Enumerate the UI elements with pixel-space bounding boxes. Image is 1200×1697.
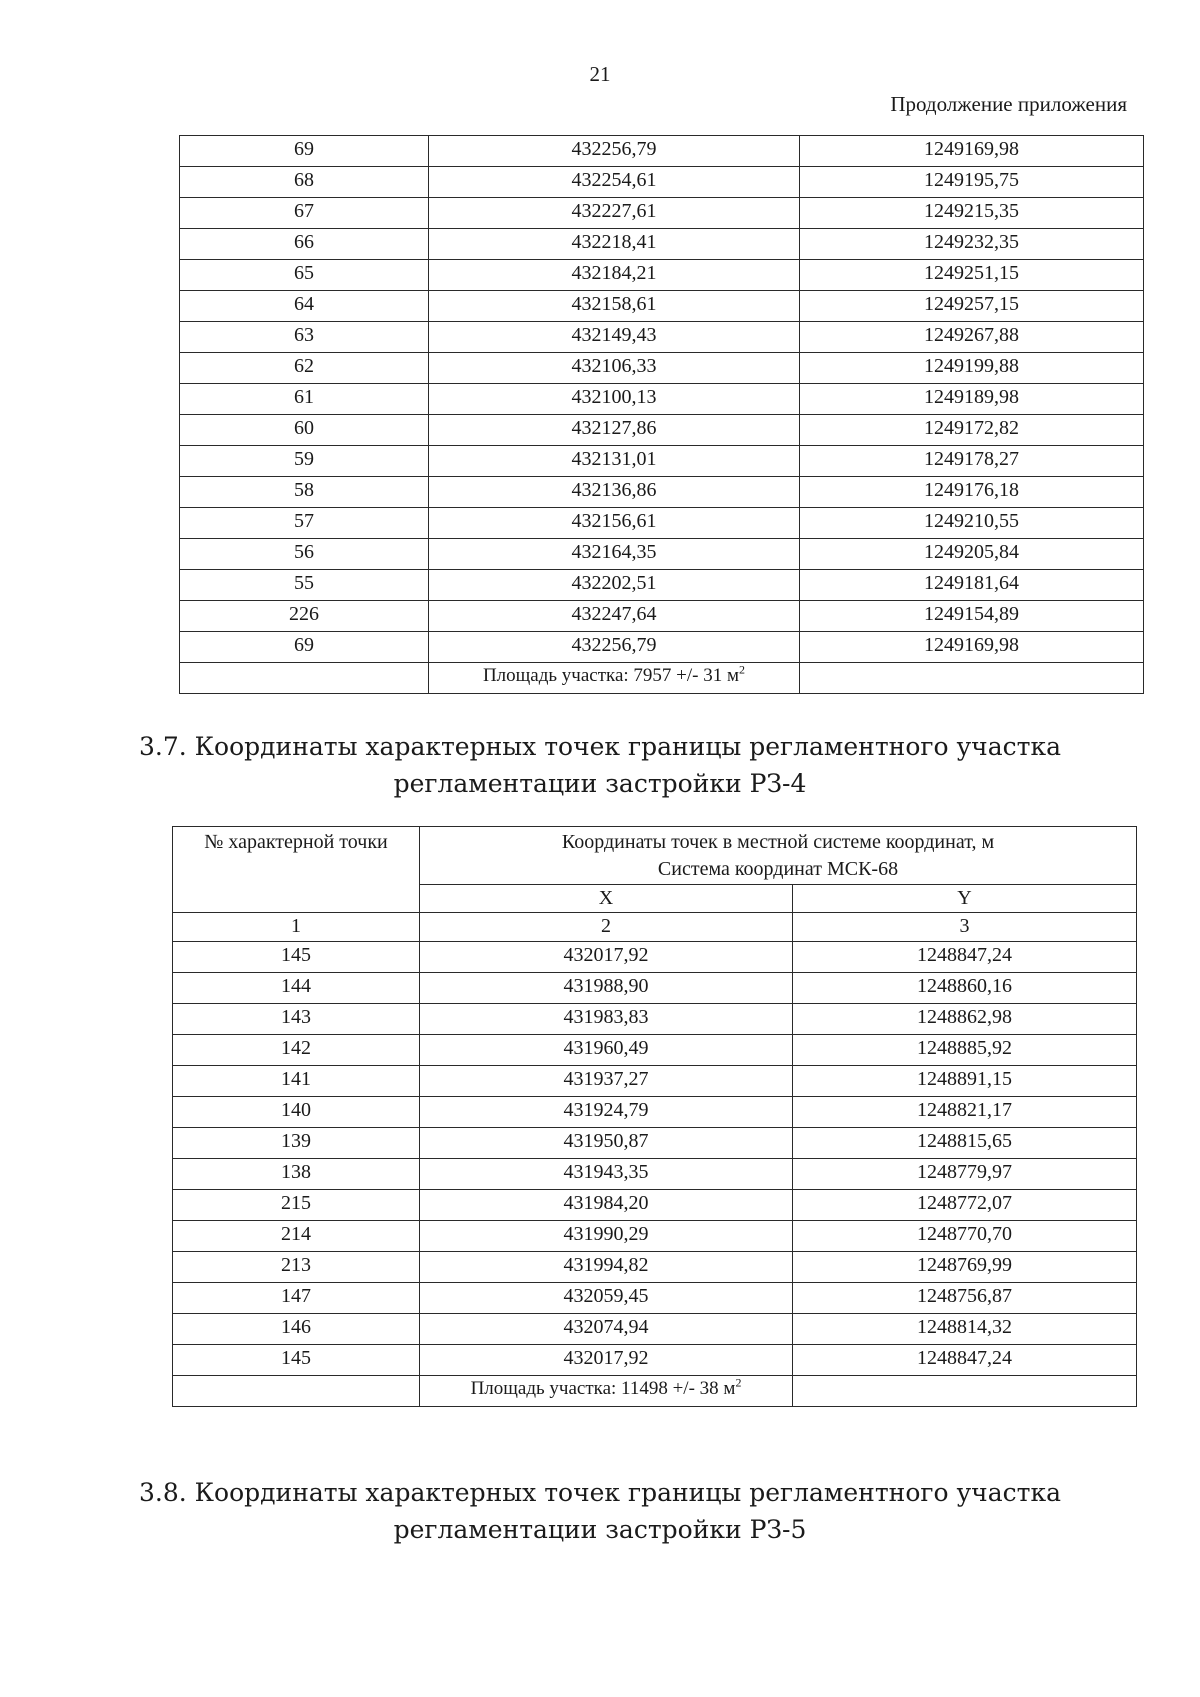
table-row (173, 1066, 1137, 1097)
point-number-cell: 143 (173, 1004, 420, 1035)
table-row (173, 1097, 1137, 1128)
table-row (180, 260, 1144, 291)
y-coordinate-cell: 1249195,75 (800, 167, 1144, 198)
point-number-cell: 57 (180, 508, 429, 539)
area-cell (420, 1376, 793, 1407)
x-coordinate-cell: 432017,92 (420, 1345, 793, 1376)
point-number-cell: 56 (180, 539, 429, 570)
x-coordinate-cell: 431924,79 (420, 1097, 793, 1128)
table-row (180, 322, 1144, 353)
y-coordinate-cell: 1248769,99 (793, 1252, 1137, 1283)
x-coordinate-cell: 432184,21 (429, 260, 800, 291)
y-coordinate-cell: 1249210,55 (800, 508, 1144, 539)
y-coordinate-cell: 1249251,15 (800, 260, 1144, 291)
table-row (180, 570, 1144, 601)
table-row (180, 415, 1144, 446)
header-coordinates (420, 827, 1137, 885)
point-number-cell: 55 (180, 570, 429, 601)
y-coordinate-cell: 1248772,07 (793, 1190, 1137, 1221)
column-number: 3 (793, 913, 1137, 942)
y-coordinate-cell: 1249154,89 (800, 601, 1144, 632)
coordinates-table-body (180, 136, 1144, 663)
point-number-cell: 67 (180, 198, 429, 229)
y-coordinate-cell: 1249199,88 (800, 353, 1144, 384)
area-text: Площадь участка: 11498 +/- 38 м (470, 1378, 736, 1399)
area-cell (429, 663, 800, 694)
x-coordinate-cell: 432074,94 (420, 1314, 793, 1345)
area-empty-cell (180, 663, 429, 694)
table-row (173, 1035, 1137, 1066)
y-coordinate-cell: 1249169,98 (800, 136, 1144, 167)
x-coordinate-cell: 431983,83 (420, 1004, 793, 1035)
point-number-cell: 64 (180, 291, 429, 322)
point-number-cell: 141 (173, 1066, 420, 1097)
coordinates-table-body (173, 942, 1137, 1376)
x-coordinate-cell: 432164,35 (429, 539, 800, 570)
y-coordinate-cell: 1249181,64 (800, 570, 1144, 601)
table-row (173, 1004, 1137, 1035)
section-heading-3-8 (0, 1474, 1200, 1548)
area-row (180, 663, 1144, 694)
x-coordinate-cell: 431943,35 (420, 1159, 793, 1190)
x-coordinate-cell: 432136,86 (429, 477, 800, 508)
x-coordinate-cell: 432227,61 (429, 198, 800, 229)
area-empty-cell (173, 1376, 420, 1407)
table-row (180, 446, 1144, 477)
x-coordinate-cell: 431937,27 (420, 1066, 793, 1097)
page-number: 21 (589, 62, 611, 86)
y-coordinate-cell: 1249232,35 (800, 229, 1144, 260)
table-row (173, 1159, 1137, 1190)
table-row (180, 477, 1144, 508)
point-number-cell: 62 (180, 353, 429, 384)
x-coordinate-cell: 432254,61 (429, 167, 800, 198)
point-number-cell: 59 (180, 446, 429, 477)
y-coordinate-cell: 1249169,98 (800, 632, 1144, 663)
y-coordinate-cell: 1248862,98 (793, 1004, 1137, 1035)
x-coordinate-cell: 432106,33 (429, 353, 800, 384)
area-empty-cell (793, 1376, 1137, 1407)
column-number-row (173, 913, 1137, 942)
x-coordinate-cell: 432218,41 (429, 229, 800, 260)
section-heading-line: регламентации застройки РЗ-4 (393, 769, 807, 798)
y-coordinate-cell: 1248885,92 (793, 1035, 1137, 1066)
x-coordinate-cell: 432100,13 (429, 384, 800, 415)
section-heading-line: регламентации застройки РЗ-5 (393, 1515, 807, 1544)
point-number-cell: 215 (173, 1190, 420, 1221)
x-coordinate-cell: 432131,01 (429, 446, 800, 477)
area-superscript: 2 (735, 1375, 742, 1390)
table-row (173, 942, 1137, 973)
x-coordinate-cell: 432127,86 (429, 415, 800, 446)
y-coordinate-cell: 1248779,97 (793, 1159, 1137, 1190)
point-number-cell: 58 (180, 477, 429, 508)
x-coordinate-cell: 431960,49 (420, 1035, 793, 1066)
coordinates-table-rz4 (172, 826, 1137, 1407)
section-heading-line: 3.8. Координаты характерных точек границы регламентного участка (139, 1478, 1061, 1507)
point-number-cell: 214 (173, 1221, 420, 1252)
point-number-cell: 63 (180, 322, 429, 353)
header-point-number: № характерной точки (173, 827, 420, 913)
x-coordinate-cell: 432156,61 (429, 508, 800, 539)
x-coordinate-cell: 432017,92 (420, 942, 793, 973)
x-coordinate-cell: 431990,29 (420, 1221, 793, 1252)
area-superscript: 2 (739, 662, 746, 677)
point-number-cell: 145 (173, 942, 420, 973)
table-row (173, 1283, 1137, 1314)
table-row (180, 539, 1144, 570)
y-coordinate-cell: 1248770,70 (793, 1221, 1137, 1252)
y-coordinate-cell: 1248891,15 (793, 1066, 1137, 1097)
point-number-cell: 66 (180, 229, 429, 260)
point-number-cell: 213 (173, 1252, 420, 1283)
x-coordinate-cell: 432158,61 (429, 291, 800, 322)
y-coordinate-cell: 1249257,15 (800, 291, 1144, 322)
y-coordinate-cell: 1248847,24 (793, 942, 1137, 973)
y-coordinate-cell: 1249172,82 (800, 415, 1144, 446)
table-row (180, 384, 1144, 415)
x-coordinate-cell: 431988,90 (420, 973, 793, 1004)
y-coordinate-cell: 1248814,32 (793, 1314, 1137, 1345)
x-coordinate-cell: 431994,82 (420, 1252, 793, 1283)
point-number-cell: 68 (180, 167, 429, 198)
y-coordinate-cell: 1249215,35 (800, 198, 1144, 229)
table-row (180, 229, 1144, 260)
point-number-cell: 226 (180, 601, 429, 632)
table-row (180, 291, 1144, 322)
x-coordinate-cell: 431984,20 (420, 1190, 793, 1221)
coordinates-table-continued (179, 135, 1144, 694)
section-heading-line: 3.7. Координаты характерных точек границы регламентного участка (139, 732, 1061, 761)
table-row (173, 1345, 1137, 1376)
section-heading-3-7 (0, 728, 1200, 802)
header-row (173, 827, 1137, 885)
point-number-cell: 140 (173, 1097, 420, 1128)
y-coordinate-cell: 1249205,84 (800, 539, 1144, 570)
point-number-cell: 144 (173, 973, 420, 1004)
x-coordinate-cell: 432256,79 (429, 632, 800, 663)
point-number-cell: 142 (173, 1035, 420, 1066)
table-row (180, 198, 1144, 229)
x-coordinate-cell: 432149,43 (429, 322, 800, 353)
y-coordinate-cell: 1249178,27 (800, 446, 1144, 477)
point-number-cell: 145 (173, 1345, 420, 1376)
table-row (173, 1252, 1137, 1283)
x-coordinate-cell: 431950,87 (420, 1128, 793, 1159)
point-number-cell: 69 (180, 632, 429, 663)
y-coordinate-cell: 1249176,18 (800, 477, 1144, 508)
y-coordinate-cell: 1248756,87 (793, 1283, 1137, 1314)
point-number-cell: 69 (180, 136, 429, 167)
y-coordinate-cell: 1248815,65 (793, 1128, 1137, 1159)
point-number-cell: 65 (180, 260, 429, 291)
y-coordinate-cell: 1248847,24 (793, 1345, 1137, 1376)
table-row (173, 1314, 1137, 1345)
header-x: X (420, 885, 793, 913)
point-number-cell: 139 (173, 1128, 420, 1159)
table-row (173, 1190, 1137, 1221)
table-row (173, 1221, 1137, 1252)
area-row (173, 1376, 1137, 1407)
table-row (173, 973, 1137, 1004)
point-number-cell: 61 (180, 384, 429, 415)
table-row (180, 601, 1144, 632)
y-coordinate-cell: 1248860,16 (793, 973, 1137, 1004)
header-coordinate-system: Система координат МСК-68 (657, 858, 899, 880)
area-text: Площадь участка: 7957 +/- 31 м (482, 665, 740, 686)
table-row (180, 136, 1144, 167)
y-coordinate-cell: 1248821,17 (793, 1097, 1137, 1128)
x-coordinate-cell: 432256,79 (429, 136, 800, 167)
table-row (180, 167, 1144, 198)
point-number-cell: 147 (173, 1283, 420, 1314)
table-row (173, 1128, 1137, 1159)
header-coordinates-line: Координаты точек в местной системе координат, м (561, 831, 995, 853)
x-coordinate-cell: 432202,51 (429, 570, 800, 601)
point-number-cell: 146 (173, 1314, 420, 1345)
table-row (180, 632, 1144, 663)
x-coordinate-cell: 432059,45 (420, 1283, 793, 1314)
table-row (180, 353, 1144, 384)
column-number: 1 (173, 913, 420, 942)
area-empty-cell (800, 663, 1144, 694)
point-number-cell: 138 (173, 1159, 420, 1190)
column-number: 2 (420, 913, 793, 942)
x-coordinate-cell: 432247,64 (429, 601, 800, 632)
header-y: Y (793, 885, 1137, 913)
table-row (180, 508, 1144, 539)
continuation-label: Продолжение приложения (890, 92, 1127, 116)
point-number-cell: 60 (180, 415, 429, 446)
y-coordinate-cell: 1249189,98 (800, 384, 1144, 415)
y-coordinate-cell: 1249267,88 (800, 322, 1144, 353)
